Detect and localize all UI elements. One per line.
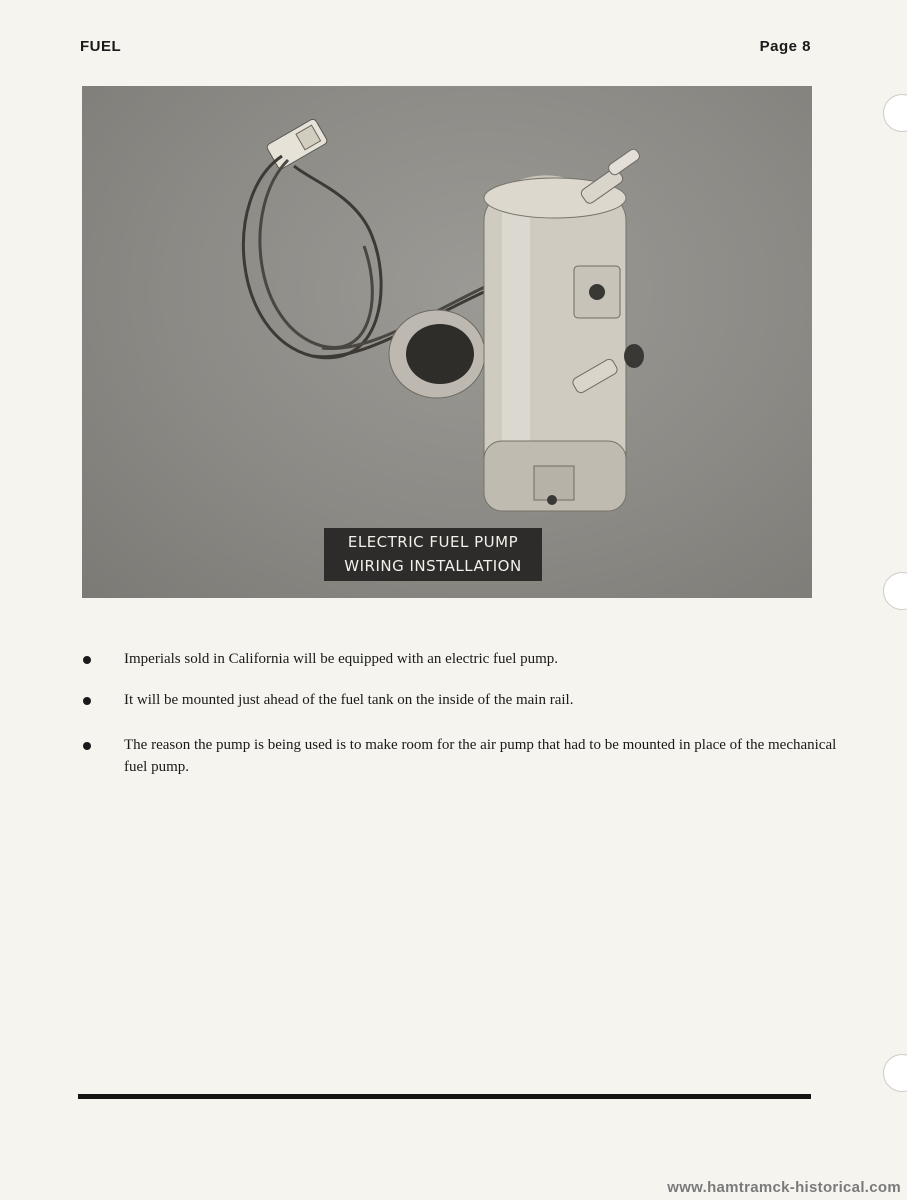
- binder-hole-top: [883, 94, 907, 132]
- section-title: FUEL: [80, 38, 122, 55]
- binder-hole-bottom: [883, 1054, 907, 1092]
- page-number: Page 8: [759, 38, 811, 55]
- bullet-icon: [83, 656, 91, 664]
- list-item-text: The reason the pump is being used is to make room for the air pump that had to be mounted in place of the mechanical fuel pump.: [124, 737, 837, 775]
- bullet-icon: [83, 697, 91, 705]
- photo-caption-line-1: ELECTRIC FUEL PUMP: [347, 533, 519, 551]
- fuel-pump-photo: [82, 86, 812, 598]
- bullet-list: [78, 648, 838, 778]
- list-item-text: Imperials sold in California will be equipped with an electric fuel pump.: [124, 651, 559, 667]
- list-item: [78, 648, 838, 670]
- fuel-pump-illustration: [82, 86, 812, 598]
- photo-caption: [324, 528, 542, 581]
- list-item: [78, 689, 838, 711]
- bullet-icon: [83, 742, 91, 750]
- list-item: [78, 734, 838, 778]
- footer-rule: [78, 1094, 811, 1099]
- list-item-text: It will be mounted just ahead of the fuel tank on the inside of the main rail.: [124, 692, 574, 708]
- watermark: www.hamtramck-historical.com: [667, 1179, 901, 1196]
- binder-hole-middle: [883, 572, 907, 610]
- photo-caption-line-2: WIRING INSTALLATION: [344, 557, 522, 575]
